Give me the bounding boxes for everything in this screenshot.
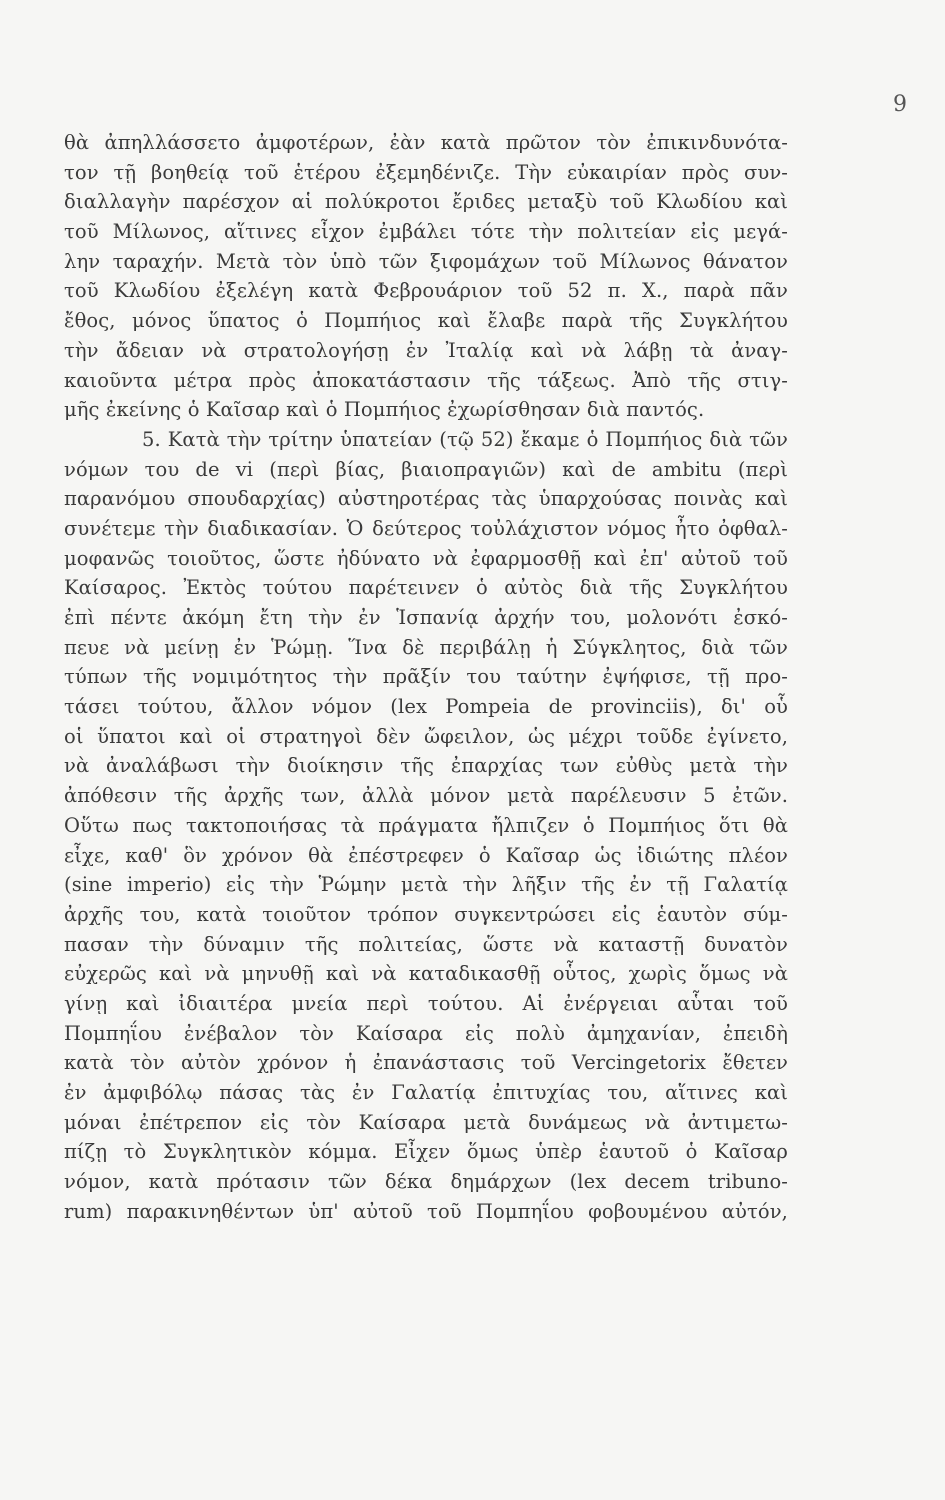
text-line: συνέτεμε τὴν διαδικασίαν. Ὁ δεύτερος τοὐλάχιστον νόμος ἦτο ὀφθαλ- xyxy=(64,516,788,540)
text-line: πίζῃ τὸ Συγκλητικὸν κόμμα. Εἶχεν ὅμως ὑπὲρ ἑαυτοῦ ὁ Καῖσαρ xyxy=(64,1140,788,1164)
text-line: Οὕτω πως τακτοποιήσας τὰ πράγματα ἤλπιζεν ὁ Πομπήιος ὅτι θὰ xyxy=(64,813,788,837)
text-line: νόμων του de vi (περὶ βίας, βιαιοπραγιῶν) καὶ de ambitu (περὶ xyxy=(64,457,788,481)
text-line: εὐχερῶς καὶ νὰ μηνυθῇ καὶ νὰ καταδικασθῇ οὗτος, χωρὶς ὅμως νὰ xyxy=(64,962,788,986)
text-line: οἱ ὕπατοι καὶ οἱ στρατηγοὶ δὲν ὤφειλον, ὡς μέχρι τοῦδε ἐγίνετο, xyxy=(64,724,788,748)
text-line: μῆς ἐκείνης ὁ Καῖσαρ καὶ ὁ Πομπήιος ἐχωρίσθησαν διὰ παντός. xyxy=(64,398,705,422)
text-line: ἐπὶ πέντε ἀκόμη ἔτη τὴν ἐν Ἱσπανίᾳ ἀρχήν του, μολονότι ἐσκό- xyxy=(64,606,788,629)
text-line: νόμον, κατὰ πρότασιν τῶν δέκα δημάρχων (lex decem tribuno- xyxy=(64,1170,788,1194)
text-line: διαλλαγὴν παρέσχον αἱ πολύκροτοι ἔριδες μεταξὺ τοῦ Κλωδίου καὶ xyxy=(64,190,788,214)
text-line: πευε νὰ μείνῃ ἐν Ῥώμῃ. Ἵνα δὲ περιβάλῃ ἡ Σύγκλητος, διὰ τῶν xyxy=(64,635,788,659)
text-line: νὰ ἀναλάβωσι τὴν διοίκησιν τῆς ἐπαρχίας των εὐθὺς μετὰ τὴν xyxy=(64,754,788,778)
text-line: πασαν τὴν δύναμιν τῆς πολιτείας, ὥστε νὰ καταστῇ δυνατὸν xyxy=(64,932,788,956)
text-line: κατὰ τὸν αὐτὸν χρόνον ἡ ἐπανάστασις τοῦ Vercingetorix ἔθετεν xyxy=(64,1051,788,1075)
text-line: ἀρχῆς του, κατὰ τοιοῦτον τρόπον συγκεντρώσει εἰς ἑαυτὸν σύμ- xyxy=(64,902,788,926)
text-line: μοφανῶς τοιοῦτος, ὥστε ἠδύνατο νὰ ἐφαρμοσθῇ καὶ ἐπ' αὐτοῦ τοῦ xyxy=(64,546,788,570)
text-line: Πομπηΐου ἐνέβαλον τὸν Καίσαρα εἰς πολὺ ἀμηχανίαν, ἐπειδὴ xyxy=(64,1021,788,1045)
text-line: ἐν ἀμφιβόλῳ πάσας τὰς ἐν Γαλατίᾳ ἐπιτυχίας του, αἵτινες καὶ xyxy=(64,1081,788,1104)
text-line: τάσει τούτου, ἄλλον νόμον (lex Pompeia de provinciis), δι' οὗ xyxy=(64,695,788,719)
text-line: (sine imperio) εἰς τὴν Ῥώμην μετὰ τὴν λῆξιν τῆς ἐν τῇ Γαλατίᾳ xyxy=(64,873,788,897)
body-text xyxy=(64,128,788,1226)
text-line: παρανόμου σπουδαρχίας) αὐστηροτέρας τὰς ὑπαρχούσας ποινὰς καὶ xyxy=(64,487,788,511)
text-line: γίνῃ καὶ ἰδιαιτέρα μνεία περὶ τούτου. Αἱ ἐνέργειαι αὗται τοῦ xyxy=(64,991,788,1015)
text-line: εἶχε, καθ' ὃν χρόνον θὰ ἐπέστρεφεν ὁ Καῖσαρ ὡς ἰδιώτης πλέον xyxy=(64,843,788,867)
text-line: καιοῦντα μέτρα πρὸς ἀποκατάστασιν τῆς τάξεως. Ἀπὸ τῆς στιγ- xyxy=(64,368,788,392)
text-line: τύπων τῆς νομιμότητος τὴν πρᾶξίν του ταύτην ἐψήφισε, τῇ προ- xyxy=(64,665,788,689)
text-line: τοῦ Κλωδίου ἐξελέγη κατὰ Φεβρουάριον τοῦ 52 π. Χ., παρὰ πᾶν xyxy=(64,279,788,303)
text-line: rum) παρακινηθέντων ὑπ' αὐτοῦ τοῦ Πομπηΐου φοβουμένου αὐτόν, xyxy=(64,1199,788,1223)
section-5-start-line: 5. Κατὰ τὴν τρίτην ὑπατείαν (τῷ 52) ἔκαμε ὁ Πομπήιος διὰ τῶν xyxy=(142,427,788,451)
text-line: τον τῇ βοηθείᾳ τοῦ ἑτέρου ἐξεμηδένιζε. Τὴν εὐκαιρίαν πρὸς συν- xyxy=(64,160,788,184)
text-line: μόναι ἐπέτρεπον εἰς τὸν Καίσαρα μετὰ δυνάμεως νὰ ἀντιμετω- xyxy=(64,1110,788,1134)
text-line: Καίσαρος. Ἐκτὸς τούτου παρέτεινεν ὁ αὐτὸς διὰ τῆς Συγκλήτου xyxy=(64,576,788,600)
text-line: ἀπόθεσιν τῆς ἀρχῆς των, ἀλλὰ μόνον μετὰ παρέλευσιν 5 ἐτῶν. xyxy=(64,784,788,808)
text-line: ἔθος, μόνος ὕπατος ὁ Πομπήιος καὶ ἔλαβε παρὰ τῆς Συγκλήτου xyxy=(64,309,788,333)
text-line: θὰ ἀπηλλάσσετο ἀμφοτέρων, ἐὰν κατὰ πρῶτον τὸν ἐπικινδυνότα- xyxy=(64,131,788,154)
text-line: λην ταραχήν. Μετὰ τὸν ὑπὸ τῶν ξιφομάχων τοῦ Μίλωνος θάνατον xyxy=(64,249,788,273)
text-line: τοῦ Μίλωνος, αἵτινες εἶχον ἐμβάλει τότε τὴν πολιτείαν εἰς μεγά- xyxy=(64,220,788,244)
page-number: 9 xyxy=(893,92,907,117)
text-line: τὴν ἄδειαν νὰ στρατολογήσῃ ἐν Ἰταλίᾳ καὶ νὰ λάβῃ τὰ ἀναγ- xyxy=(64,338,788,362)
